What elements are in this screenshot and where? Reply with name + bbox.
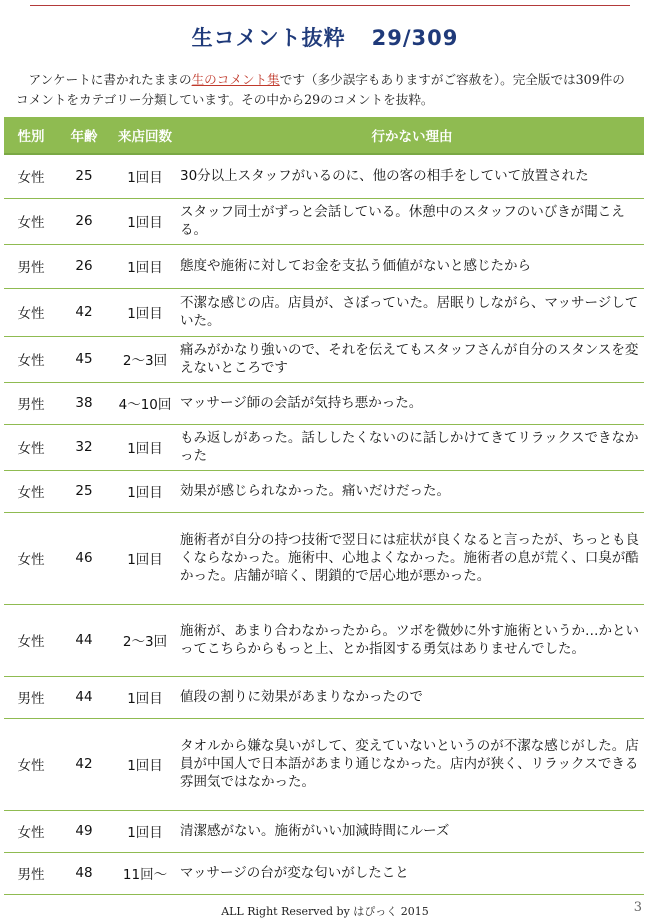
reason-cell: 痛みがかなり強いので、それを伝えてもスタッフさんが自分のスタンスを変えないところです — [180, 336, 644, 382]
age-cell: 46 — [58, 512, 110, 604]
gender-cell: 女性 — [4, 288, 58, 336]
table-row — [4, 512, 644, 604]
reason-cell: 清潔感がない。施術がいい加減時間にルーズ — [180, 810, 644, 852]
age-cell: 25 — [58, 470, 110, 512]
gender-cell: 男性 — [4, 244, 58, 288]
table-row — [4, 604, 644, 676]
reason-cell: 施術者が自分の持つ技術で翌日には症状が良くなると言ったが、ちっとも良くならなかった。施術中、心地よくなかった。施術者の息が荒く、口臭が酷かった。店舗が暗く、閉鎖的で居心地が悪かった。 — [180, 512, 644, 604]
age-cell: 48 — [58, 852, 110, 894]
visits-cell: 1回目 — [110, 198, 180, 244]
table-row — [4, 382, 644, 424]
reason-cell: マッサージ師の会話が気持ち悪かった。 — [180, 382, 644, 424]
visits-cell: 4〜10回 — [110, 382, 180, 424]
gender-cell: 女性 — [4, 336, 58, 382]
age-cell: 25 — [58, 154, 110, 198]
gender-cell: 女性 — [4, 470, 58, 512]
reason-cell: 態度や施術に対してお金を支払う価値がないと感じたから — [180, 244, 644, 288]
column-header-visits: 来店回数 — [110, 117, 180, 154]
table-row — [4, 336, 644, 382]
age-cell: 26 — [58, 198, 110, 244]
table-row — [4, 718, 644, 810]
footer-copyright: ALL Right Reserved by はぴっく 2015 — [221, 905, 429, 918]
visits-cell: 1回目 — [110, 470, 180, 512]
gender-cell: 男性 — [4, 676, 58, 718]
gender-cell: 女性 — [4, 810, 58, 852]
table-row — [4, 424, 644, 470]
page-title — [0, 22, 650, 52]
visits-cell: 1回目 — [110, 288, 180, 336]
gender-cell: 女性 — [4, 512, 58, 604]
table-row — [4, 244, 644, 288]
visits-cell: 2〜3回 — [110, 336, 180, 382]
intro-text-start: アンケートに書かれたままの — [28, 72, 192, 87]
gender-cell: 女性 — [4, 718, 58, 810]
title-text: 生コメント抜粋 — [191, 26, 346, 50]
table-row — [4, 470, 644, 512]
gender-cell: 女性 — [4, 424, 58, 470]
gender-cell: 男性 — [4, 382, 58, 424]
visits-cell: 1回目 — [110, 154, 180, 198]
visits-cell: 1回目 — [110, 810, 180, 852]
reason-cell: 施術が、あまり合わなかったから。ツボを微妙に外す施術というか…かといってこちらからもっと上、とか指図する勇気はありませんでした。 — [180, 604, 644, 676]
table-row — [4, 154, 644, 198]
age-cell: 45 — [58, 336, 110, 382]
table-header-row — [4, 117, 644, 154]
intro-paragraph — [16, 70, 636, 110]
table-row — [4, 288, 644, 336]
column-header-gender: 性別 — [4, 117, 58, 154]
age-cell: 44 — [58, 676, 110, 718]
table-row — [4, 198, 644, 244]
gender-cell: 女性 — [4, 198, 58, 244]
reason-cell: 30分以上スタッフがいるのに、他の客の相手をしていて放置された — [180, 154, 644, 198]
age-cell: 32 — [58, 424, 110, 470]
reason-cell: もみ返しがあった。話ししたくないのに話しかけてきてリラックスできなかった — [180, 424, 644, 470]
page-number: 3 — [633, 900, 642, 915]
column-header-reason: 行かない理由 — [180, 117, 644, 154]
reason-cell: 値段の割りに効果があまりなかったので — [180, 676, 644, 718]
intro-text-end: です（多少誤字もありますがご容赦を）。完全版では309件のコメントをカテゴリー分類しています。その中から29のコメントを抜粋。 — [16, 72, 625, 107]
visits-cell: 1回目 — [110, 512, 180, 604]
column-header-age: 年齢 — [58, 117, 110, 154]
reason-cell: マッサージの台が変な匂いがしたこと — [180, 852, 644, 894]
age-cell: 42 — [58, 718, 110, 810]
top-divider — [30, 5, 630, 6]
intro-highlight: 生のコメント集 — [191, 72, 280, 87]
table-row — [4, 852, 644, 894]
age-cell: 49 — [58, 810, 110, 852]
gender-cell: 男性 — [4, 852, 58, 894]
visits-cell: 1回目 — [110, 244, 180, 288]
comments-table — [4, 117, 644, 895]
reason-cell: 不潔な感じの店。店員が、さぼっていた。居眠りしながら、マッサージしていた。 — [180, 288, 644, 336]
visits-cell: 1回目 — [110, 718, 180, 810]
age-cell: 26 — [58, 244, 110, 288]
visits-cell: 2〜3回 — [110, 604, 180, 676]
reason-cell: スタッフ同士がずっと会話している。休憩中のスタッフのいびきが聞こえる。 — [180, 198, 644, 244]
age-cell: 38 — [58, 382, 110, 424]
table-row — [4, 676, 644, 718]
table-row — [4, 810, 644, 852]
comment-count: 29/309 — [371, 26, 459, 50]
reason-cell: タオルから嫌な臭いがして、変えていないというのが不潔な感じがした。店員が中国人で日本語があまり通じなかった。店内が狭く、リラックスできる雰囲気ではなかった。 — [180, 718, 644, 810]
reason-cell: 効果が感じられなかった。痛いだけだった。 — [180, 470, 644, 512]
gender-cell: 女性 — [4, 604, 58, 676]
age-cell: 44 — [58, 604, 110, 676]
visits-cell: 1回目 — [110, 424, 180, 470]
age-cell: 42 — [58, 288, 110, 336]
gender-cell: 女性 — [4, 154, 58, 198]
visits-cell: 1回目 — [110, 676, 180, 718]
visits-cell: 11回〜 — [110, 852, 180, 894]
